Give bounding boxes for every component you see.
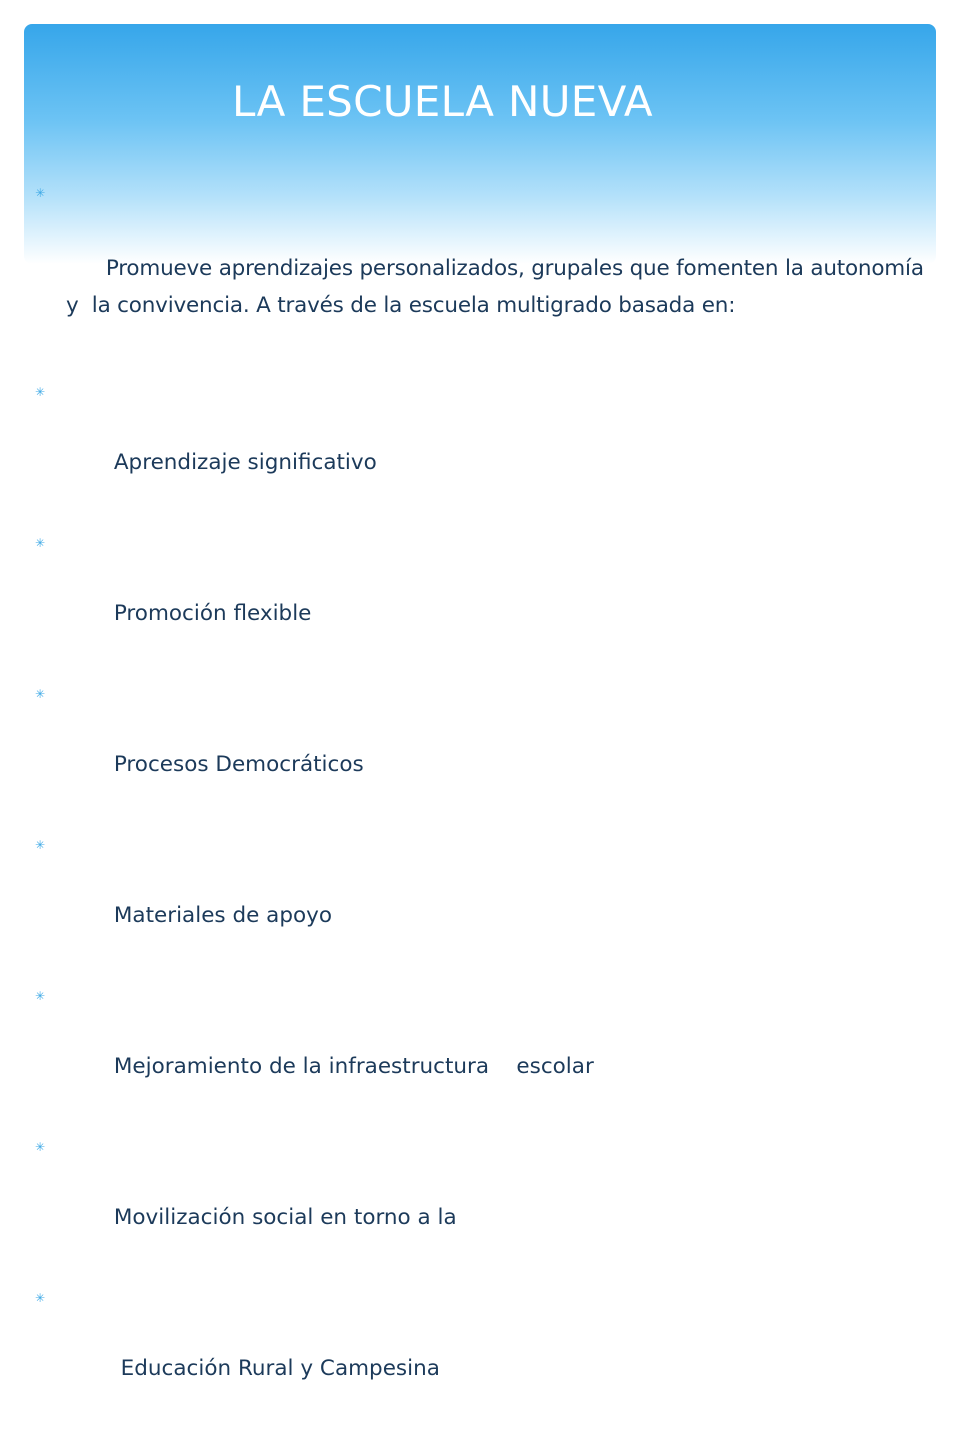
bullet-item [32, 828, 932, 968]
asterisk-icon: ✳ [34, 989, 46, 1003]
asterisk-icon: ✳ [35, 186, 45, 200]
bullet-item [32, 979, 932, 1119]
bullet-text: Materiales de apoyo [107, 903, 333, 928]
asterisk-icon: ✳ [34, 385, 46, 399]
slide-title: LA ESCUELA NUEVA [232, 77, 653, 126]
bullet-item [32, 1130, 932, 1270]
bullet-item [32, 526, 932, 666]
asterisk-icon: ✳ [34, 536, 46, 550]
bullet-list [32, 176, 932, 1432]
asterisk-icon: ✳ [34, 1291, 46, 1305]
asterisk-icon: ✳ [34, 687, 46, 701]
asterisk-icon: ✳ [34, 838, 46, 852]
asterisk-icon: ✳ [34, 1140, 46, 1154]
bullet-item [32, 375, 932, 515]
bullet-text: Promueve aprendizajes personalizados, grupales que fomenten la autonomía y la convivencia. A través de la escuela multigrado basada en: [66, 256, 931, 318]
bullet-item [32, 1281, 932, 1421]
bullet-text: Aprendizaje significativo [107, 450, 377, 475]
bullet-item [32, 677, 932, 817]
bullet-text: Procesos Democráticos [107, 752, 364, 777]
bullet-item-intro [32, 176, 932, 361]
bullet-text: Movilización social en torno a la [107, 1205, 457, 1230]
bullet-text: Educación Rural y Campesina [107, 1356, 440, 1381]
bullet-text: Promoción flexible [107, 601, 312, 626]
bullet-text: Mejoramiento de la infraestructura escolar [107, 1054, 594, 1079]
